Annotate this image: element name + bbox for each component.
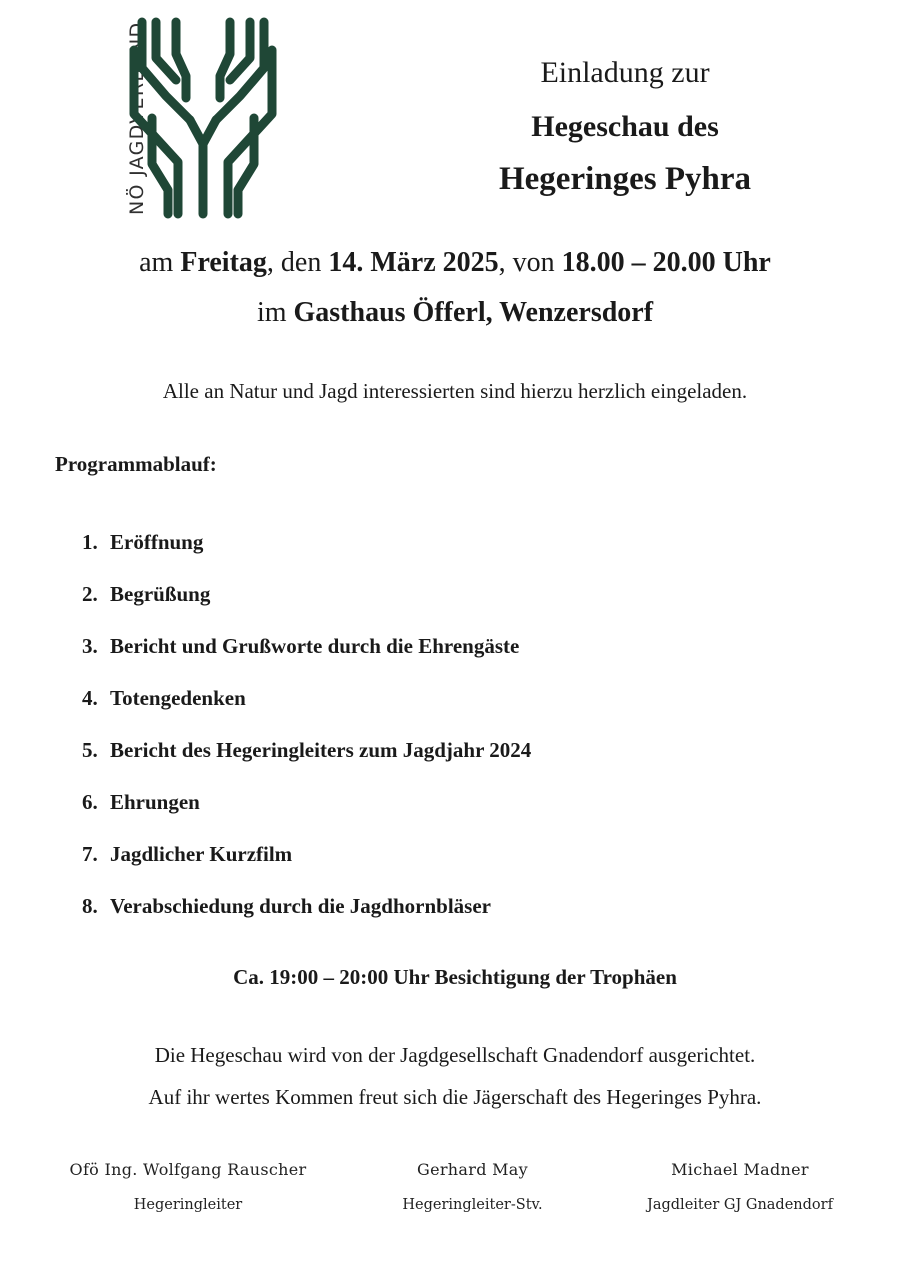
invitation-text: Alle an Natur und Jagd interessierten sind hierzu herzlich eingeladen. (162, 379, 748, 403)
date-connector: , den (266, 247, 329, 278)
item-number: 4. (82, 686, 98, 710)
item-number: 1. (82, 530, 98, 554)
signature-block (615, 1160, 865, 1213)
program-item (82, 894, 531, 946)
time-connector: , von (498, 247, 562, 278)
signature-role: Hegeringleiter (133, 1197, 243, 1213)
program-item (82, 686, 531, 738)
item-text: Verabschiedung durch die Jagdhornbläser (110, 894, 491, 918)
signature-role: Jagdleiter GJ Gnadendorf (647, 1197, 833, 1213)
item-text: Jagdlicher Kurzfilm (110, 842, 293, 866)
item-number: 7. (82, 842, 98, 866)
item-number: 2. (82, 582, 98, 606)
event-venue-line (0, 297, 910, 329)
event-weekday: Freitag (180, 247, 267, 278)
item-text: Bericht des Hegeringleiters zum Jagdjahr 2024 (110, 738, 532, 762)
item-text: Eröffnung (110, 530, 204, 554)
item-number: 6. (82, 790, 98, 814)
event-date-line (0, 247, 910, 279)
signature-name: Gerhard May (417, 1160, 528, 1179)
event-time: 18.00 – 20.00 Uhr (561, 247, 771, 278)
item-text: Totengedenken (110, 686, 246, 710)
logo-text: NÖ JAGDVERBAND (126, 21, 148, 215)
title-organisation: Hegeringes Pyhra (498, 161, 752, 197)
signature-block (340, 1160, 605, 1213)
item-text: Begrüßung (110, 582, 211, 606)
title-event: Hegeschau des (531, 110, 719, 143)
item-text: Bericht und Grußworte durch die Ehrengäste (110, 634, 520, 658)
antler-logo-icon (128, 14, 278, 220)
item-number: 8. (82, 894, 98, 918)
signature-name: Ofö Ing. Wolfgang Rauscher (69, 1160, 307, 1179)
item-number: 5. (82, 738, 98, 762)
signature-block (48, 1160, 328, 1213)
program-item (82, 790, 531, 842)
title-invitation: Einladung zur (540, 56, 710, 89)
date-prefix: am (139, 247, 181, 278)
signature-name: Michael Madner (671, 1160, 809, 1179)
trophy-viewing-line: Ca. 19:00 – 20:00 Uhr Besichtigung der Trophäen (233, 965, 677, 989)
item-text: Ehrungen (110, 790, 200, 814)
program-item (82, 738, 531, 790)
program-heading: Programmablauf: (55, 452, 217, 476)
closing-line-welcome: Auf ihr wertes Kommen freut sich die Jägerschaft des Hegeringes Pyhra. (148, 1085, 762, 1109)
program-item (82, 530, 531, 582)
closing-line-organiser: Die Hegeschau wird von der Jagdgesellschaft Gnadendorf ausgerichtet. (154, 1043, 756, 1067)
event-date: 14. März 2025 (328, 247, 499, 278)
venue-prefix: im (256, 297, 294, 328)
program-item (82, 582, 531, 634)
signature-role: Hegeringleiter-Stv. (402, 1197, 543, 1213)
item-number: 3. (82, 634, 98, 658)
program-list (82, 530, 531, 946)
program-item (82, 842, 531, 894)
program-item (82, 634, 531, 686)
event-venue: Gasthaus Öfferl, Wenzersdorf (293, 297, 654, 328)
